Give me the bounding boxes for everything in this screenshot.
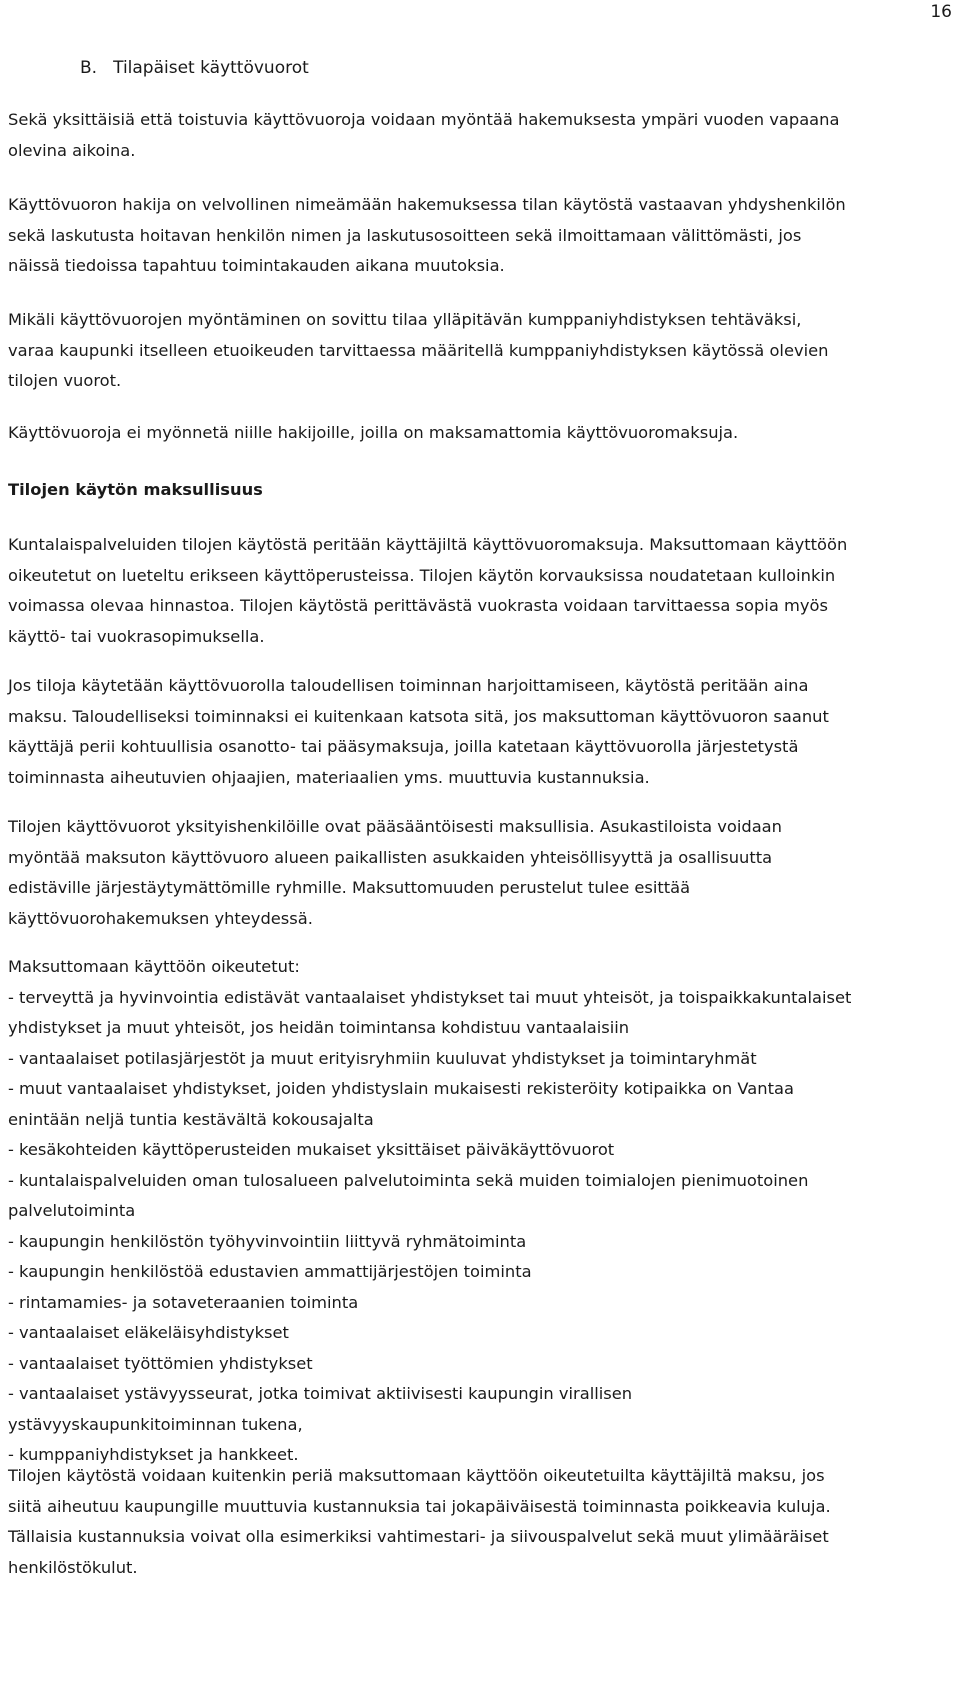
paragraph-private-persons (8, 812, 953, 934)
text-line: Mikäli käyttövuorojen myöntäminen on sovittu tilaa ylläpitävän kumppaniyhdistyksen tehtäväksi, (8, 310, 802, 329)
paragraph-economic-activity (8, 671, 953, 793)
list-item: - kaupungin henkilöstöä edustavien ammattijärjestöjen toiminta (8, 1262, 532, 1281)
list-item: - terveyttä ja hyvinvointia edistävät vantaalaiset yhdistykset tai muut yhteisöt, ja toispaikkakuntalaiset (8, 987, 852, 1007)
list-free-use-entitled (8, 952, 953, 1471)
text-line: oikeutetut on lueteltu erikseen käyttöperusteissa. Tilojen käytön korvauksissa noudatetaan kulloinkin (8, 565, 836, 585)
list-item: - vantaalaiset eläkeläisyhdistykset (8, 1323, 289, 1342)
text-line: tilojen vuorot. (8, 371, 122, 390)
text-line: käyttäjä perii kohtuullisia osanotto- tai pääsymaksuja, joilla katetaan käyttövuorolla järjestetystä (8, 737, 799, 756)
text-line: Käyttövuoron hakija on velvollinen nimeämään hakemuksessa tilan käytöstä vastaavan yhdyshenkilön (8, 195, 846, 214)
text-line: olevina aikoina. (8, 140, 136, 160)
text-line: henkilöstökulut. (8, 1557, 138, 1577)
text-line: toiminnasta aiheutuvien ohjaajien, materiaalien yms. muuttuvia kustannuksia. (8, 767, 650, 787)
list-item: - vantaalaiset työttömien yhdistykset (8, 1353, 313, 1373)
text-line: Jos tiloja käytetään käyttövuorolla taloudellisen toiminnan harjoittamiseen, käytöstä peritään aina (8, 676, 809, 695)
list-item: enintään neljä tuntia kestävältä kokousajalta (8, 1109, 374, 1129)
text-line: Tilojen käytöstä voidaan kuitenkin periä maksuttomaan käyttöön oikeutetuilta käyttäjiltä maksu, jos (8, 1466, 825, 1485)
subheading-fees (8, 475, 953, 506)
paragraph-applicant-duties (8, 190, 953, 282)
paragraph-fees (8, 530, 953, 652)
subheading-text: Tilojen käytön maksullisuus (8, 480, 263, 499)
text-line: Käyttövuoroja ei myönnetä niille hakijoille, joilla on maksamattomia käyttövuoromaksuja. (8, 423, 739, 442)
list-item: yhdistykset ja muut yhteisöt, jos heidän toimintansa kohdistuu vantaalaisiin (8, 1018, 630, 1037)
list-item: - kesäkohteiden käyttöperusteiden mukaiset yksittäiset päiväkäyttövuorot (8, 1140, 615, 1159)
list-item: ystävyyskaupunkitoiminnan tukena, (8, 1414, 303, 1434)
text-line: maksu. Taloudelliseksi toiminnaksi ei kuitenkaan katsota sitä, jos maksuttoman käyttövuoron saanut (8, 706, 829, 726)
list-item: - kuntalaispalveluiden oman tulosalueen palvelutoiminta sekä muiden toimialojen pienimuotoinen (8, 1170, 809, 1190)
section-title: Tilapäiset käyttövuorot (113, 58, 309, 78)
section-number: B. (80, 58, 98, 78)
text-line: myöntää maksuton käyttövuoro alueen paikallisten asukkaiden yhteisöllisyyttä ja osallisuutta (8, 847, 773, 867)
text-line: edistäville järjestäytymättömille ryhmille. Maksuttomuuden perustelut tulee esittää (8, 878, 691, 897)
list-item: - vantaalaiset potilasjärjestöt ja muut erityisryhmiin kuuluvat yhdistykset ja toimintaryhmät (8, 1048, 757, 1068)
page-number: 16 (930, 2, 952, 22)
section-heading (80, 58, 309, 78)
paragraph-partner-association (8, 305, 953, 397)
text-line: näissä tiedoissa tapahtuu toimintakauden aikana muutoksia. (8, 256, 505, 275)
text-line: Kuntalaispalveluiden tilojen käytöstä peritään käyttäjiltä käyttövuoromaksuja. Maksuttomaan käyttöön (8, 535, 848, 554)
list-item: - kumppaniyhdistykset ja hankkeet. (8, 1445, 299, 1464)
text-line: Sekä yksittäisiä että toistuvia käyttövuoroja voidaan myöntää hakemuksesta ympäri vuoden vapaana (8, 110, 840, 129)
list-heading: Maksuttomaan käyttöön oikeutetut: (8, 957, 300, 976)
list-item: palvelutoiminta (8, 1201, 136, 1220)
list-item: - vantaalaiset ystävyysseurat, jotka toimivat aktiivisesti kaupungin virallisen (8, 1384, 633, 1403)
text-line: Tällaisia kustannuksia voivat olla esimerkiksi vahtimestari- ja siivouspalvelut sekä muut ylimääräiset (8, 1527, 829, 1546)
text-line: käyttö- tai vuokrasopimuksella. (8, 626, 265, 646)
paragraph-unpaid-fees (8, 418, 953, 449)
list-item: - kaupungin henkilöstön työhyvinvointiin liittyvä ryhmätoiminta (8, 1231, 527, 1251)
text-line: sekä laskutusta hoitavan henkilön nimen ja laskutusosoitteen sekä ilmoittamaan välittömästi, jos (8, 225, 802, 245)
list-item: - muut vantaalaiset yhdistykset, joiden yhdistyslain mukaisesti rekisteröity kotipaikka on Vantaa (8, 1079, 794, 1098)
text-line: siitä aiheutuu kaupungille muuttuvia kustannuksia tai jokapäiväisestä toiminnasta poikkeavia kuluja. (8, 1496, 831, 1516)
text-line: käyttövuorohakemuksen yhteydessä. (8, 908, 313, 928)
text-line: varaa kaupunki itselleen etuoikeuden tarvittaessa määritellä kumppaniyhdistyksen käytössä olevien (8, 340, 829, 360)
list-item: - rintamamies- ja sotaveteraanien toiminta (8, 1292, 359, 1312)
paragraph-extra-costs (8, 1461, 953, 1583)
text-line: voimassa olevaa hinnastoa. Tilojen käytöstä perittävästä vuokrasta voidaan tarvittaessa sopia myös (8, 596, 828, 615)
text-line: Tilojen käyttövuorot yksityishenkilöille ovat pääsääntöisesti maksullisia. Asukastiloista voidaan (8, 817, 782, 836)
paragraph-availability (8, 105, 953, 166)
